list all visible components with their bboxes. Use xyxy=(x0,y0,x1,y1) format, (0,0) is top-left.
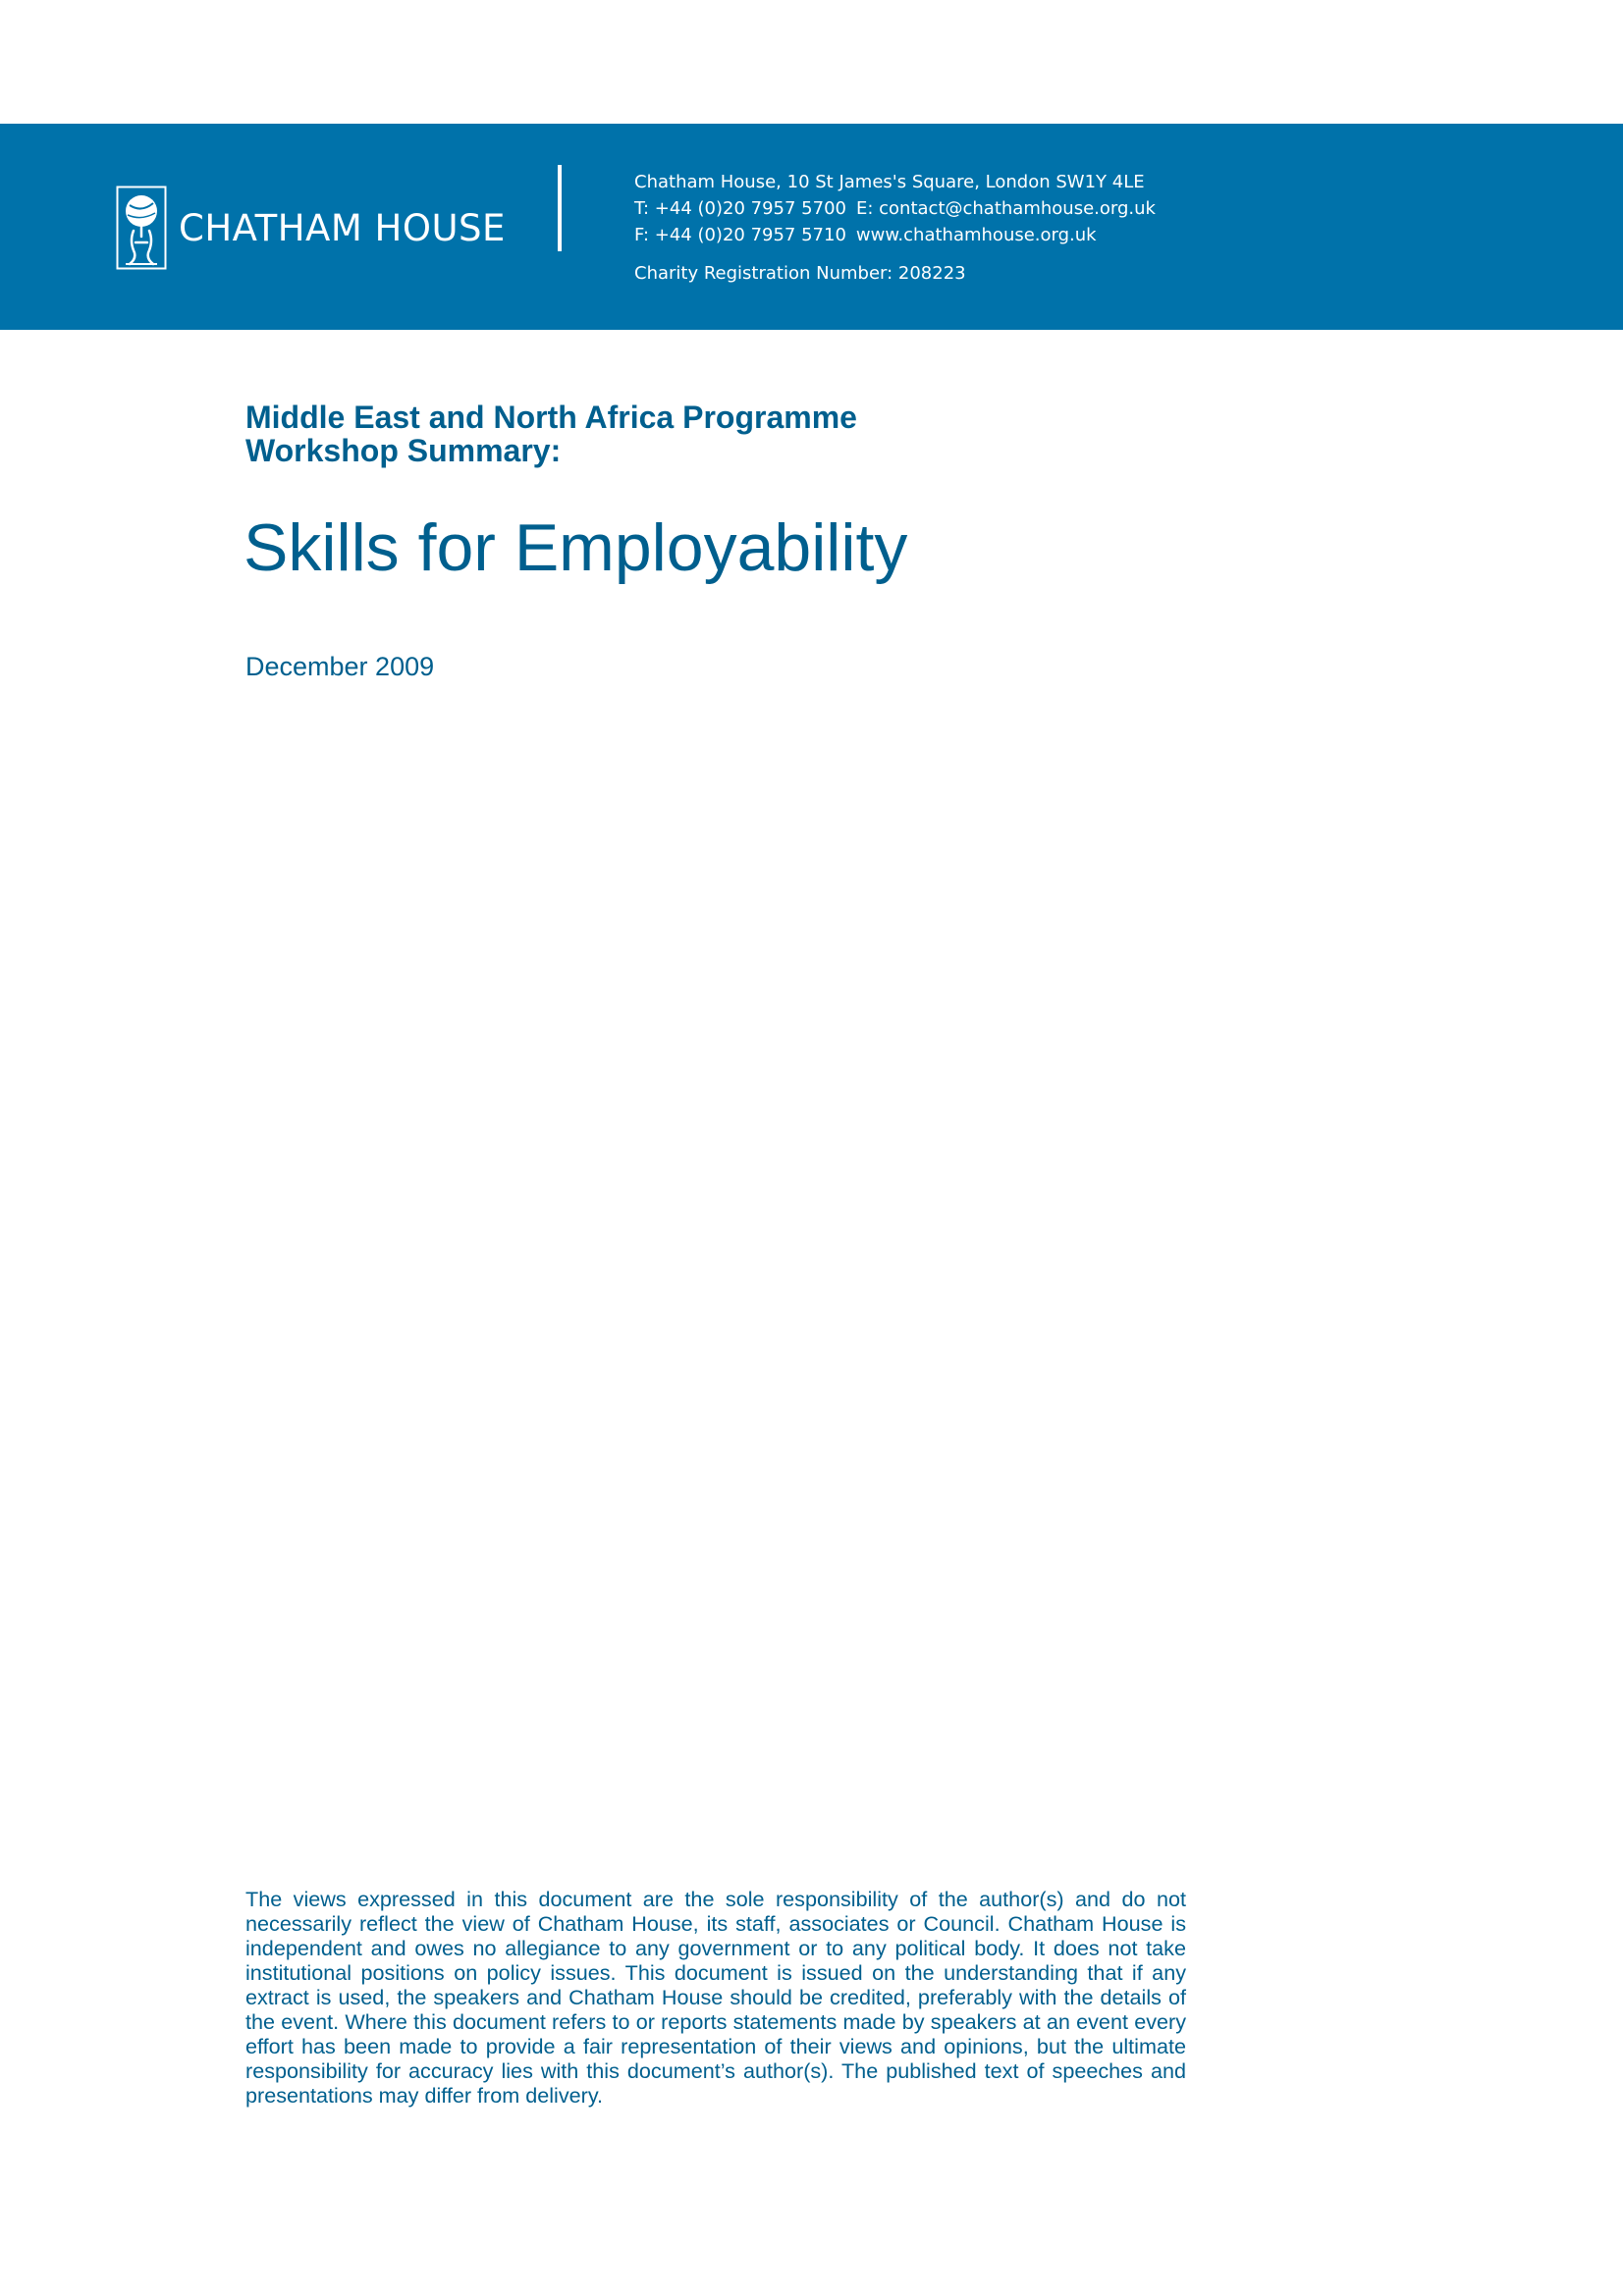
programme-name: Middle East and North Africa Programme xyxy=(245,400,857,435)
email-link[interactable]: E: contact@chathamhouse.org.uk xyxy=(855,198,1156,219)
telephone: T: +44 (0)20 7957 5700 xyxy=(634,198,846,219)
atlas-globe-icon xyxy=(116,186,167,270)
fax-web-line xyxy=(634,222,1156,248)
charity-number: Charity Registration Number: 208223 xyxy=(634,263,966,284)
logo-text: CHATHAM HOUSE xyxy=(179,206,506,249)
logo xyxy=(116,185,506,271)
phone-email-line xyxy=(634,195,1156,222)
document-title: Skills for Employability xyxy=(243,510,908,585)
fax: F: +44 (0)20 7957 5710 xyxy=(634,225,846,245)
workshop-subtitle: Workshop Summary: xyxy=(245,433,562,468)
disclaimer-text: The views expressed in this document are the sole responsibility of the author(s) and do not necessarily reflect the view of Chatham House, its staff, associates or Council. Chatham House is independent and owes no allegiance to any government or to any political body. It does not take institutional positions on policy issues. This document is issued on the understanding that if any extract is used, the speakers and Chatham House should be credited, preferably with the details of the event. Where this document refers to or reports statements made by speakers at an event every effort has been made to provide a fair representation of their views and opinions, but the ultimate responsibility for accuracy lies with this document’s author(s). The published text of speeches and presentations may differ from delivery. xyxy=(245,1887,1186,2108)
header-banner xyxy=(0,124,1623,330)
document-date: December 2009 xyxy=(245,652,435,681)
programme-heading xyxy=(245,400,857,467)
address-line xyxy=(634,169,1156,195)
website-link[interactable]: www.chathamhouse.org.uk xyxy=(855,225,1097,245)
header-divider xyxy=(558,165,562,251)
contact-block xyxy=(634,169,1156,287)
org-name: Chatham House, xyxy=(634,172,782,192)
address: 10 St James's Square, London SW1Y 4LE xyxy=(786,172,1145,192)
